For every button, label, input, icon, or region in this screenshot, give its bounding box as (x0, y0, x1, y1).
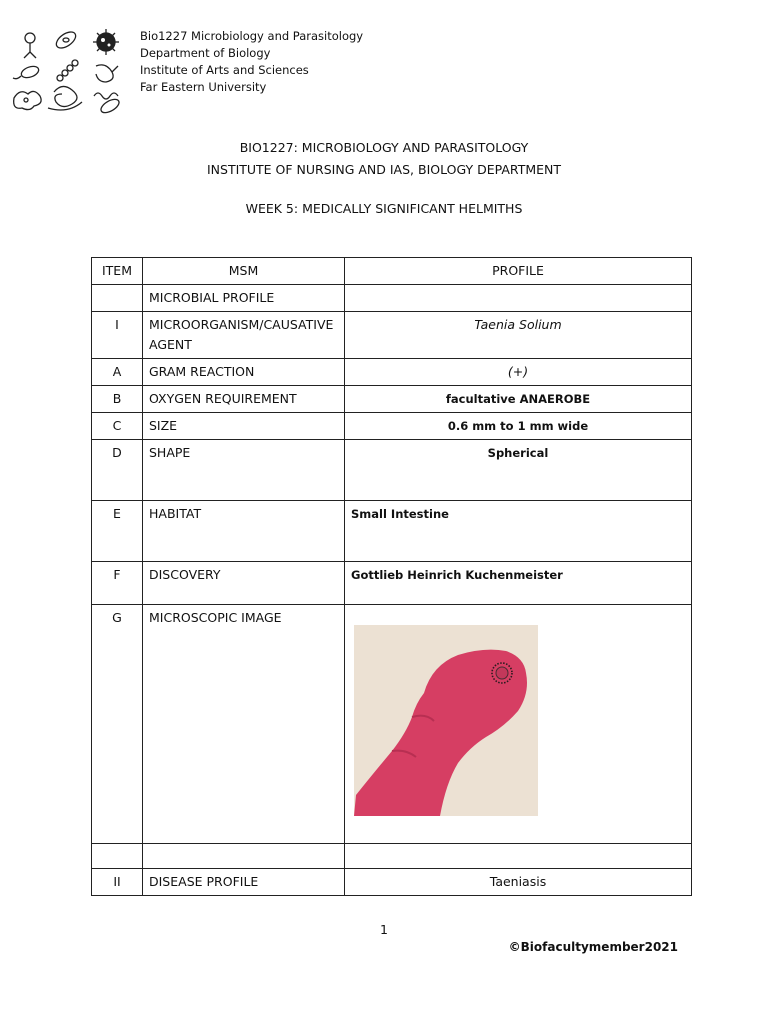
row-msm: DISEASE PROFILE (143, 869, 345, 896)
header-msm: MSM (143, 258, 345, 285)
microbes-logo-icon (8, 26, 132, 116)
row-item: F (92, 562, 143, 605)
institution-header (140, 28, 363, 96)
table-row (92, 386, 692, 413)
row-item: E (92, 501, 143, 562)
row-item: G (92, 605, 143, 844)
row-profile: Gottlieb Heinrich Kuchenmeister (345, 562, 692, 605)
course-title: BIO1227: MICROBIOLOGY AND PARASITOLOGY (239, 140, 529, 155)
row-msm: MICROBIAL PROFILE (143, 285, 345, 312)
table-row (92, 440, 692, 501)
microbial-profile-table (91, 257, 692, 896)
row-msm: GRAM REACTION (143, 359, 345, 386)
row-profile (345, 285, 692, 312)
row-item: D (92, 440, 143, 501)
header-line: Institute of Arts and Sciences (140, 63, 309, 77)
row-item (92, 285, 143, 312)
table-row (92, 844, 692, 869)
row-profile-image-cell (345, 605, 692, 844)
row-msm: OXYGEN REQUIREMENT (143, 386, 345, 413)
row-item: C (92, 413, 143, 440)
row-msm: HABITAT (143, 501, 345, 562)
row-profile: (+) (345, 359, 692, 386)
row-item: A (92, 359, 143, 386)
table-row (92, 562, 692, 605)
row-item: I (92, 312, 143, 359)
header-line: Department of Biology (140, 46, 271, 60)
header-item: ITEM (92, 258, 143, 285)
table-row (92, 605, 692, 844)
row-msm: SHAPE (143, 440, 345, 501)
department-title: INSTITUTE OF NURSING AND IAS, BIOLOGY DEPARTMENT (206, 162, 562, 177)
week-title: WEEK 5: MEDICALLY SIGNIFICANT HELMITHS (245, 201, 523, 216)
row-profile: Taeniasis (345, 869, 692, 896)
row-profile: facultative ANAEROBE (345, 386, 692, 413)
row-profile: Spherical (345, 440, 692, 501)
copyright-text: ©Biofacultymember2021 (508, 940, 678, 954)
row-msm: MICROORGANISM/CAUSATIVE AGENT (143, 312, 345, 359)
table-row (92, 359, 692, 386)
row-profile: Taenia Solium (345, 312, 692, 359)
row-profile (345, 844, 692, 869)
row-item: B (92, 386, 143, 413)
row-msm: DISCOVERY (143, 562, 345, 605)
row-profile: 0.6 mm to 1 mm wide (345, 413, 692, 440)
row-item (92, 844, 143, 869)
table-row (92, 285, 692, 312)
table-row (92, 312, 692, 359)
tapeworm-micrograph (354, 625, 538, 816)
header-profile: PROFILE (345, 258, 692, 285)
page-number: 1 (380, 922, 388, 937)
table-header-row (92, 258, 692, 285)
header-line: Far Eastern University (140, 80, 267, 94)
row-msm (143, 844, 345, 869)
row-msm: MICROSCOPIC IMAGE (143, 605, 345, 844)
table-row (92, 413, 692, 440)
table-row (92, 869, 692, 896)
row-item: II (92, 869, 143, 896)
header-line: Bio1227 Microbiology and Parasitology (140, 29, 364, 43)
row-profile: Small Intestine (345, 501, 692, 562)
row-msm: SIZE (143, 413, 345, 440)
table-row (92, 501, 692, 562)
